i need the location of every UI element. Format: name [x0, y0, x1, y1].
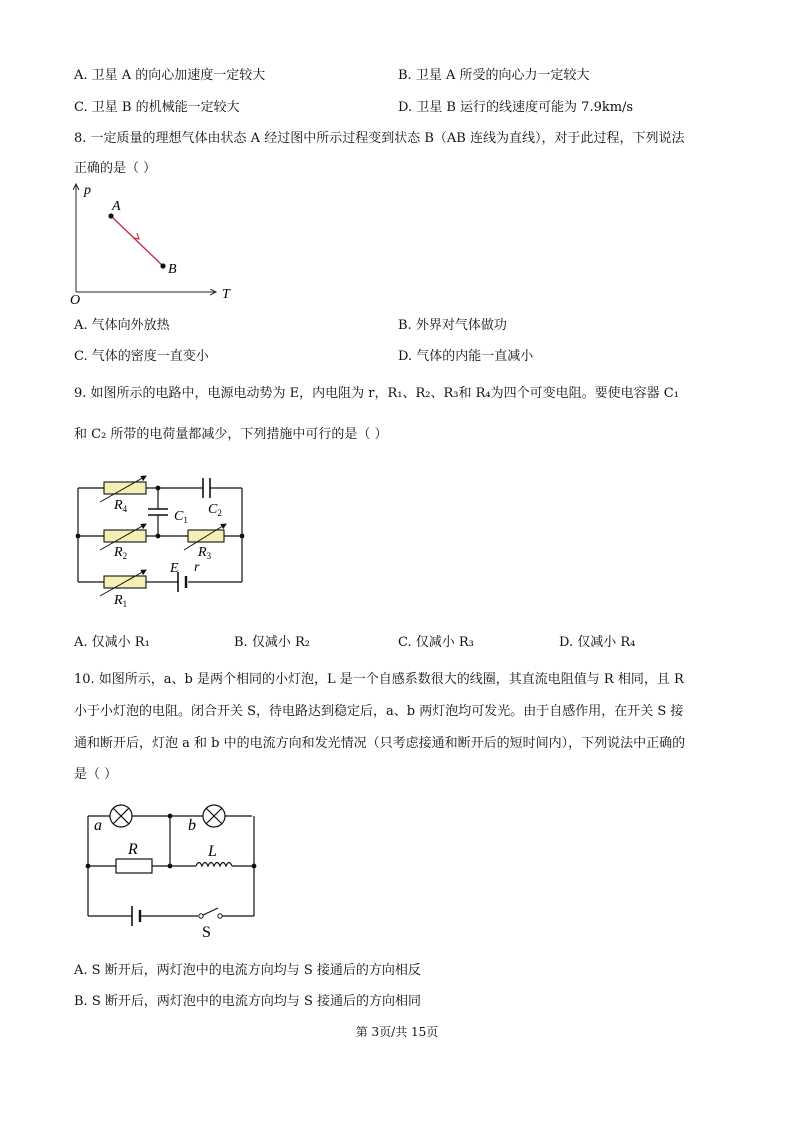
- label-l: L: [208, 843, 217, 860]
- point-b-label: B: [168, 262, 177, 277]
- label-b: b: [188, 817, 196, 834]
- resistor-r: [116, 859, 152, 873]
- lamp-a: [110, 805, 132, 827]
- lamp-b: [203, 805, 225, 827]
- q9-circuit: [70, 474, 254, 614]
- q10-circuit: [80, 798, 260, 940]
- q10-stem-line2: 小于小灯泡的电阻。闭合开关 S，待电路达到稳定后，a、b 两灯泡均可发光。由于自感作用，在开关 S 接: [74, 704, 684, 719]
- q8-stem-line1: 8. 一定质量的理想气体由状态 A 经过图中所示过程变到状态 B（AB 连线为直线），对于此过程，下列说法: [74, 131, 685, 146]
- q7-option-a: A. 卫星 A 的向心加速度一定较大: [74, 68, 266, 83]
- pt-graph: [66, 178, 246, 306]
- q9-option-a: A. 仅减小 R₁: [74, 635, 150, 650]
- q7-option-c: C. 卫星 B 的机械能一定较大: [74, 100, 240, 115]
- q10-stem-line4: 是（ ）: [74, 767, 118, 782]
- q10-option-a: A. S 断开后，两灯泡中的电流方向均与 S 接通后的方向相反: [74, 963, 421, 978]
- q8-option-a: A. 气体向外放热: [74, 318, 170, 333]
- q9-stem-line2: 和 C₂ 所带的电荷量都减少，下列措施中可行的是（ ）: [74, 427, 388, 442]
- t-axis-label: T: [222, 287, 230, 302]
- label-emf: E: [170, 561, 179, 576]
- q8-option-b: B. 外界对气体做功: [398, 318, 507, 333]
- p-axis-label: p: [84, 183, 91, 198]
- label-r4: $R_4$: [114, 498, 128, 514]
- q9-option-c: C. 仅减小 R₃: [398, 635, 474, 650]
- q10-stem-line3: 通和断开后，灯泡 a 和 b 中的电流方向和发光情况（只考虑接通和断开后的短时间内），下列说法中正确的: [74, 736, 686, 751]
- inductor-l: [196, 863, 232, 867]
- q8-option-d: D. 气体的内能一直减小: [398, 349, 534, 364]
- label-r: R: [128, 841, 138, 858]
- point-b: [160, 263, 165, 268]
- q9-option-d: D. 仅减小 R₄: [559, 635, 636, 650]
- page-footer: 第 3页/共 15页: [355, 1025, 439, 1039]
- q7-option-d: D. 卫星 B 运行的线速度可能为 7.9km/s: [398, 100, 634, 115]
- ab-line: [111, 216, 163, 266]
- label-c1: $C_1$: [174, 509, 188, 525]
- q10-option-b: B. S 断开后，两灯泡中的电流方向均与 S 接通后的方向相同: [74, 994, 422, 1009]
- label-r-internal: r: [194, 560, 200, 575]
- q7-option-b: B. 卫星 A 所受的向心力一定较大: [398, 68, 590, 83]
- q9-option-b: B. 仅减小 R₂: [234, 635, 310, 650]
- q8-option-c: C. 气体的密度一直变小: [74, 349, 209, 364]
- origin-label: O: [70, 293, 81, 306]
- label-a: a: [94, 817, 102, 834]
- q10-stem-line1: 10. 如图所示，a、b 是两个相同的小灯泡，L 是一个自感系数很大的线圈，其直流电阻值与 R 相同，且 R: [74, 672, 684, 687]
- point-a: [108, 213, 113, 218]
- q9-stem-line1: 9. 如图所示的电路中，电源电动势为 E，内电阻为 r，R₁、R₂、R₃和 R₄为四个可变电阻。要使电容器 C₁: [74, 386, 679, 401]
- label-r1: $R_1$: [114, 593, 128, 609]
- ab-direction-arrow: [133, 233, 139, 239]
- label-s: S: [202, 924, 211, 940]
- label-c2: $C_2$: [208, 502, 222, 518]
- label-r2: $R_2$: [114, 545, 128, 561]
- label-r3: $R_3$: [198, 545, 212, 561]
- q8-stem-line2: 正确的是（ ）: [74, 161, 157, 176]
- point-a-label: A: [112, 199, 121, 214]
